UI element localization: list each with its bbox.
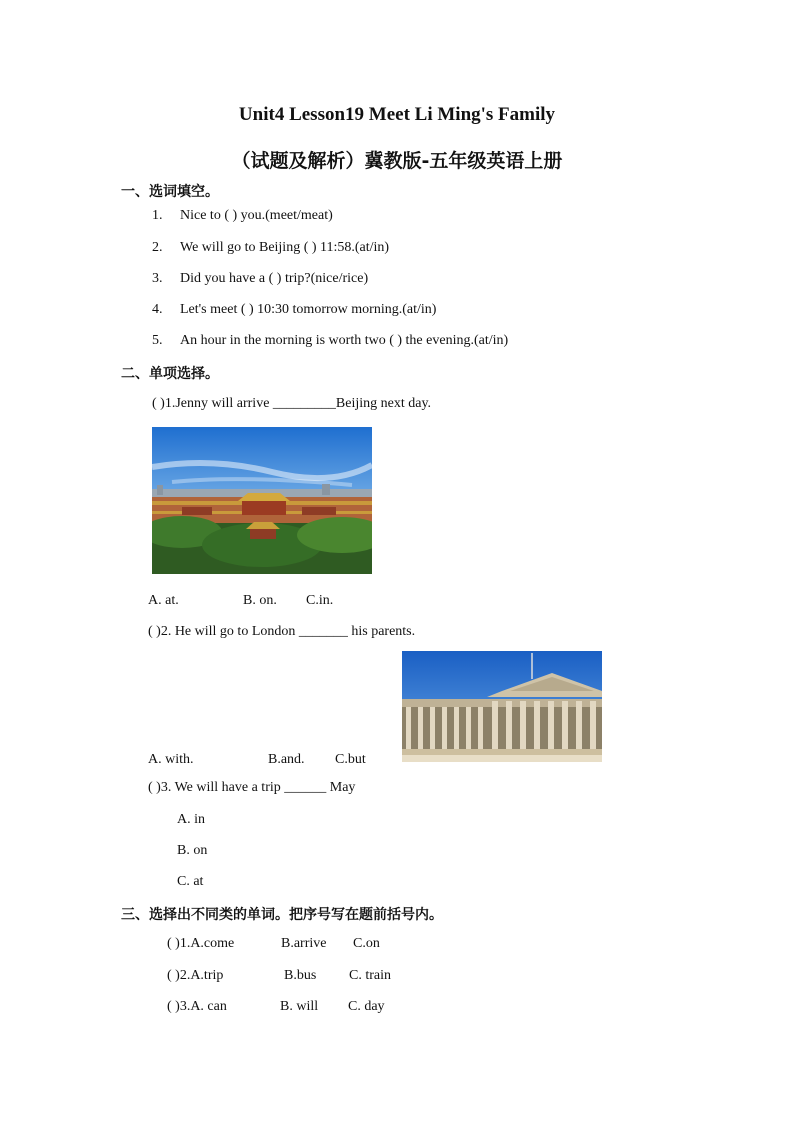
- page-title: Unit4 Lesson19 Meet Li Ming's Family: [238, 104, 556, 125]
- s1-item-5-num: 5.: [152, 333, 163, 348]
- s1-item-3-text: Did you have a ( ) trip?(nice/rice): [180, 271, 369, 286]
- section-3-heading: 三、选择出不同类的单词。把序号写在题前括号内。: [121, 907, 443, 923]
- s2-q2-stem: ( )2. He will go to London _______ his parents.: [148, 624, 416, 639]
- s2-q1-option-c: C.in.: [306, 593, 334, 608]
- s3-item-1-a: ( )1.A.come: [167, 936, 235, 951]
- s1-item-2-text: We will go to Beijing ( ) 11:58.(at/in): [180, 240, 390, 255]
- s1-item-4-text: Let's meet ( ) 10:30 tomorrow morning.(at/in): [180, 302, 437, 317]
- s3-item-1-c: C.on: [353, 936, 380, 951]
- s1-item-1-text: Nice to ( ) you.(meet/meat): [180, 208, 333, 223]
- s1-item-4-num: 4.: [152, 302, 163, 317]
- s2-q2-option-a: A. with.: [148, 752, 194, 767]
- s3-item-3-a: ( )3.A. can: [167, 999, 227, 1014]
- page-subtitle: （试题及解析）冀教版-五年级英语上册: [231, 150, 563, 172]
- s2-q3-option-b: B. on: [177, 843, 208, 858]
- s1-item-5-text: An hour in the morning is worth two ( ) the evening.(at/in): [180, 333, 509, 348]
- s2-q2-option-c: C.but: [335, 752, 366, 767]
- s1-item-1-num: 1.: [152, 208, 163, 223]
- s3-item-3-c: C. day: [348, 999, 385, 1014]
- s2-q3-stem: ( )3. We will have a trip ______ May: [148, 780, 356, 795]
- s3-item-2-b: B.bus: [284, 968, 317, 983]
- section-1-heading: 一、选词填空。: [121, 184, 219, 200]
- s2-q1-option-b: B. on.: [243, 593, 277, 608]
- s3-item-1-b: B.arrive: [281, 936, 327, 951]
- s2-q1-option-a: A. at.: [148, 593, 179, 608]
- forbidden-city-photo: [152, 427, 372, 574]
- s2-q2-option-b: B.and.: [268, 752, 305, 767]
- s3-item-2-a: ( )2.A.trip: [167, 968, 224, 983]
- s2-q1-stem: ( )1.Jenny will arrive _________Beijing next day.: [152, 396, 432, 411]
- s3-item-2-c: C. train: [349, 968, 391, 983]
- s1-item-2-num: 2.: [152, 240, 163, 255]
- british-museum-photo: [402, 651, 602, 762]
- s3-item-3-b: B. will: [280, 999, 319, 1014]
- s1-item-3-num: 3.: [152, 271, 163, 286]
- s2-q3-option-a: A. in: [177, 812, 205, 827]
- s2-q3-option-c: C. at: [177, 874, 204, 889]
- section-2-heading: 二、单项选择。: [121, 366, 219, 382]
